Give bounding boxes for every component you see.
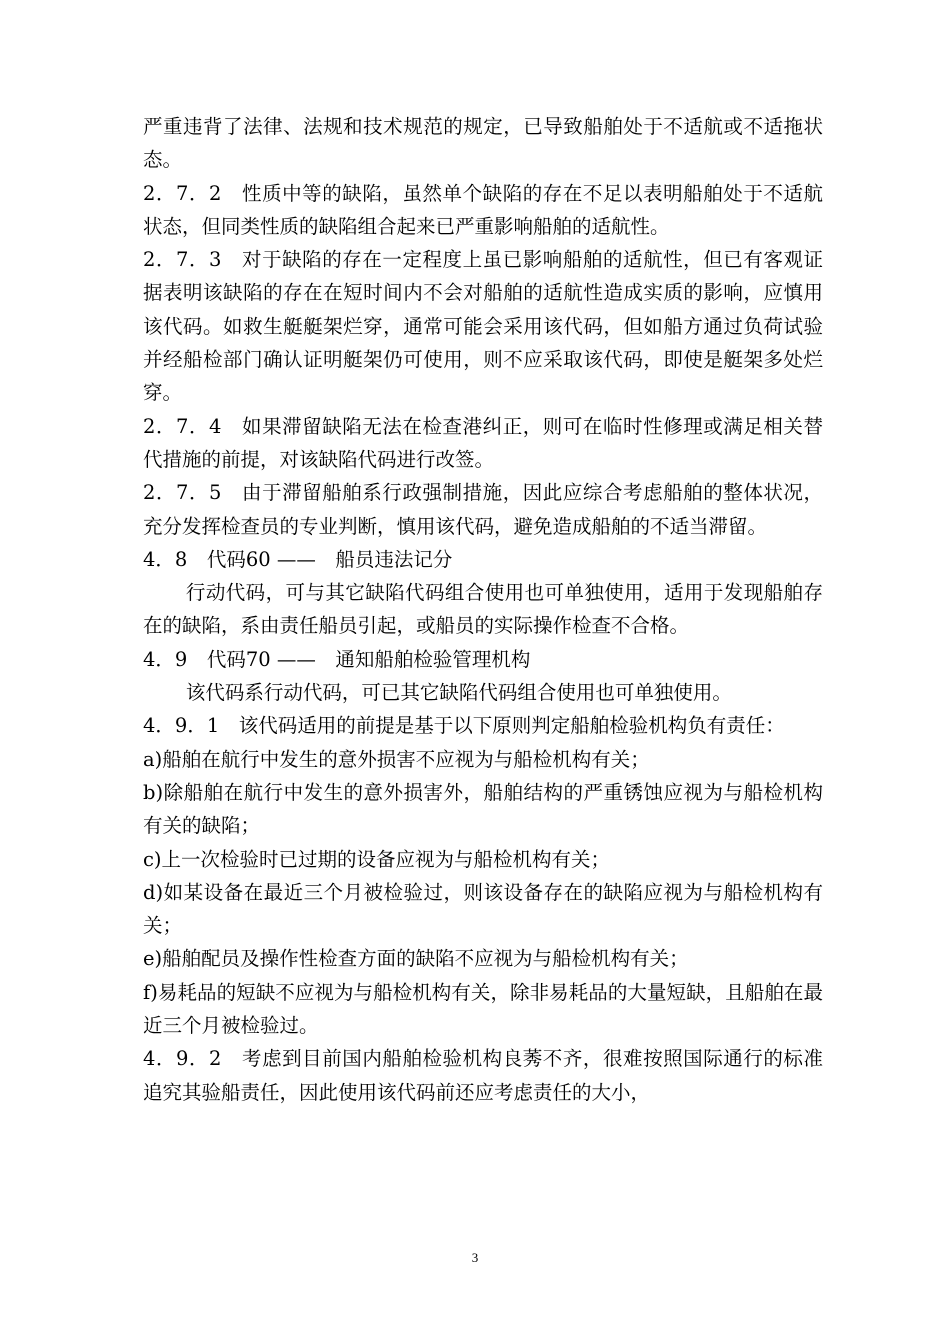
list-item-a: a)船舶在航行中发生的意外损害不应视为与船检机构有关；	[143, 747, 650, 771]
paragraph-4-9-body: 该代码系行动代码，可已其它缺陷代码组合使用也可单独使用。	[185, 681, 732, 705]
list-item-c: c)上一次检验时已过期的设备应视为与船检机构有关；	[143, 847, 611, 871]
list-item-d: d)如某设备在最近三个月被检验过，则该设备存在的缺陷应视为与船检机构有关；	[143, 880, 823, 938]
list-item-f: f)易耗品的短缺不应视为与船检机构有关，除非易耗品的大量短缺，且船舶在最近三个月被检验过。	[143, 980, 823, 1038]
section-4-9-2: 4．9．2 考虑到目前国内船舶检验机构良莠不齐，很难按照国际通行的标准追究其验船责任，因此使用该代码前还应考虑责任的大小，	[143, 1047, 823, 1104]
section-2-7-4: 2．7．4 如果滞留缺陷无法在检查港纠正，则可在临时性修理或满足相关替代措施的前提，对该缺陷代码进行改签。	[143, 414, 823, 471]
heading-4-9: 4．9 代码70 —— 通知船舶检验管理机构	[143, 647, 531, 671]
page-number: 3	[471, 1250, 479, 1265]
section-2-7-2: 2．7．2 性质中等的缺陷，虽然单个缺陷的存在不足以表明船舶处于不适航状态，但同类性质的缺陷组合起来已严重影响船舶的适航性。	[143, 181, 823, 238]
paragraph-4-8-body: 行动代码，可与其它缺陷代码组合使用也可单独使用，适用于发现船舶存在的缺陷，系由责任船员引起，或船员的实际操作检查不合格。	[143, 581, 823, 638]
heading-4-8: 4．8 代码60 —— 船员违法记分	[143, 547, 453, 571]
paragraph-1: 严重违背了法律、法规和技术规范的规定，已导致船舶处于不适航或不适拖状态。	[143, 115, 823, 172]
section-4-9-1: 4．9．1 该代码适用的前提是基于以下原则判定船舶检验机构负有责任：	[143, 714, 785, 738]
list-item-b: b)除船舶在航行中发生的意外损害外，船舶结构的严重锈蚀应视为与船检机构有关的缺陷；	[143, 780, 823, 838]
section-2-7-3: 2．7．3 对于缺陷的存在一定程度上虽已影响船舶的适航性，但已有客观证据表明该缺陷的存在在短时间内不会对船舶的适航性造成实质的影响，应慎用该代码。如救生艇艇架烂穿，通常可能会采用该代码，但如船方通过负荷试验并经船检部门确认证明艇架仍可使用，则不应采取该代码，即使是艇架多处烂穿。	[143, 248, 823, 405]
document-body	[143, 110, 823, 1109]
section-2-7-5: 2．7．5 由于滞留船舶系行政强制措施，因此应综合考虑船舶的整体状况，充分发挥检查员的专业判断，慎用该代码，避免造成船舶的不适当滞留。	[143, 481, 823, 538]
list-item-e: e)船舶配员及操作性检查方面的缺陷不应视为与船检机构有关；	[143, 947, 689, 971]
